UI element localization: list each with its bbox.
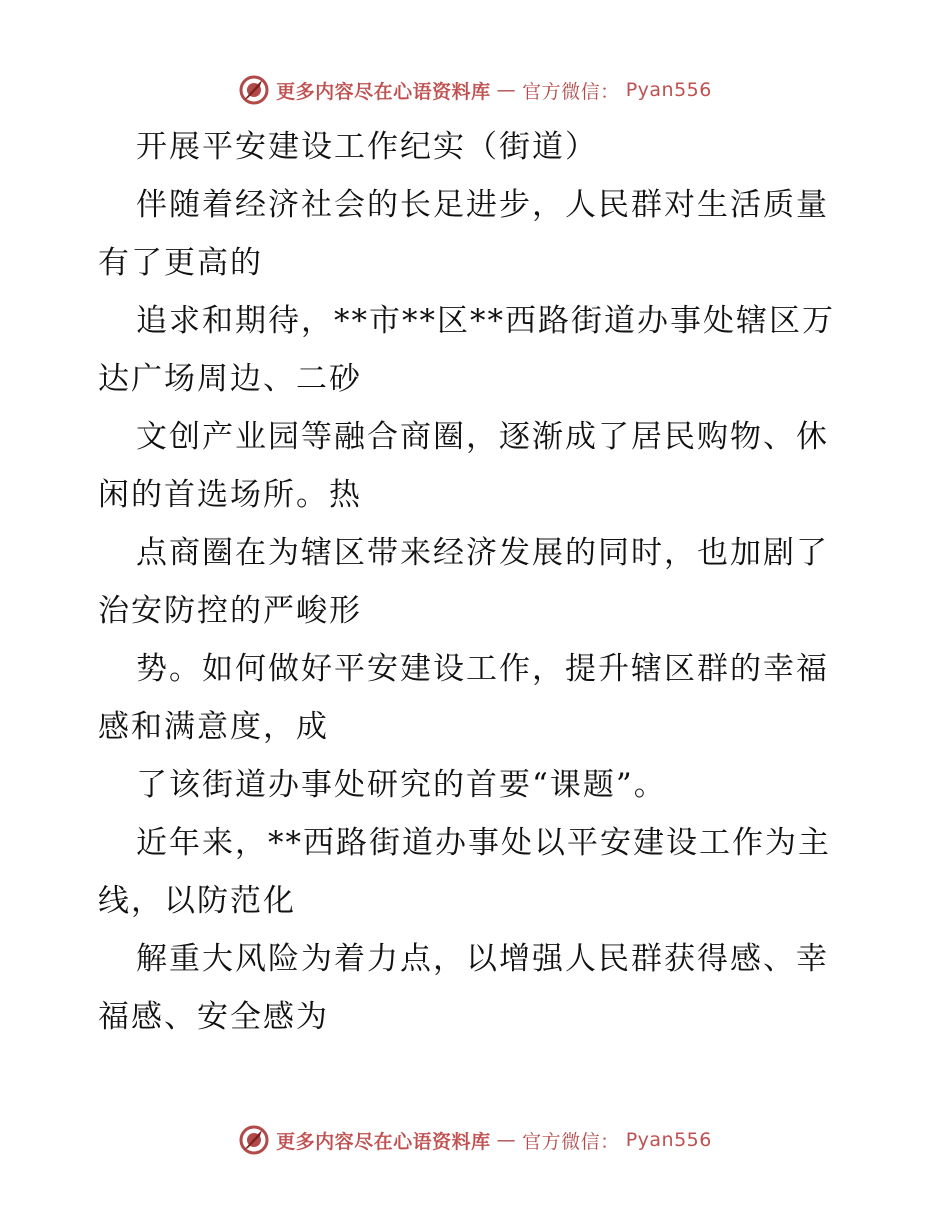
- text-line: 线，以防范化: [98, 883, 296, 919]
- text-line: 闲的首选场所。热: [98, 477, 362, 513]
- text-line: 解重大风险为着力点，以增强人民群获得感、幸: [136, 941, 829, 977]
- banner-text: 更多内容尽在心语资料库: [276, 1130, 491, 1153]
- text-line: 势。如何做好平安建设工作，提升辖区群的幸福: [136, 651, 829, 687]
- quill-logo-icon: [238, 1124, 270, 1156]
- banner-text: 更多内容尽在心语资料库: [276, 80, 491, 103]
- text-line: 点商圈在为辖区带来经济发展的同时，也加剧了: [136, 535, 829, 571]
- text-line: 感和满意度，成: [98, 709, 329, 745]
- quill-logo-icon: [238, 74, 270, 106]
- document-title: 开展平安建设工作纪实（街道）: [136, 129, 598, 165]
- footer-watermark-banner: [0, 1120, 950, 1160]
- header-watermark-banner: [0, 70, 950, 110]
- banner-wechat-id: Pyan556: [625, 79, 712, 101]
- text-line: 有了更高的: [98, 245, 263, 281]
- text-line: 福感、安全感为: [98, 999, 329, 1035]
- text-line: 近年来，**西路街道办事处以平安建设工作为主: [136, 825, 831, 861]
- banner-wechat-label: 官方微信：: [522, 1130, 620, 1153]
- document-body: [98, 118, 858, 1046]
- banner-dash: —: [496, 79, 517, 101]
- banner-dash: —: [496, 1129, 517, 1151]
- banner-wechat-id: Pyan556: [625, 1129, 712, 1151]
- text-line: 追求和期待，**市**区**西路街道办事处辖区万: [136, 303, 835, 339]
- text-line: 文创产业园等融合商圈，逐渐成了居民购物、休: [136, 419, 829, 455]
- text-line: 了该街道办事处研究的首要“课题”。: [136, 767, 667, 803]
- banner-wechat-label: 官方微信：: [522, 80, 620, 103]
- text-line: 伴随着经济社会的长足进步，人民群对生活质量: [136, 187, 829, 223]
- text-line: 达广场周边、二砂: [98, 361, 362, 397]
- text-line: 治安防控的严峻形: [98, 593, 362, 629]
